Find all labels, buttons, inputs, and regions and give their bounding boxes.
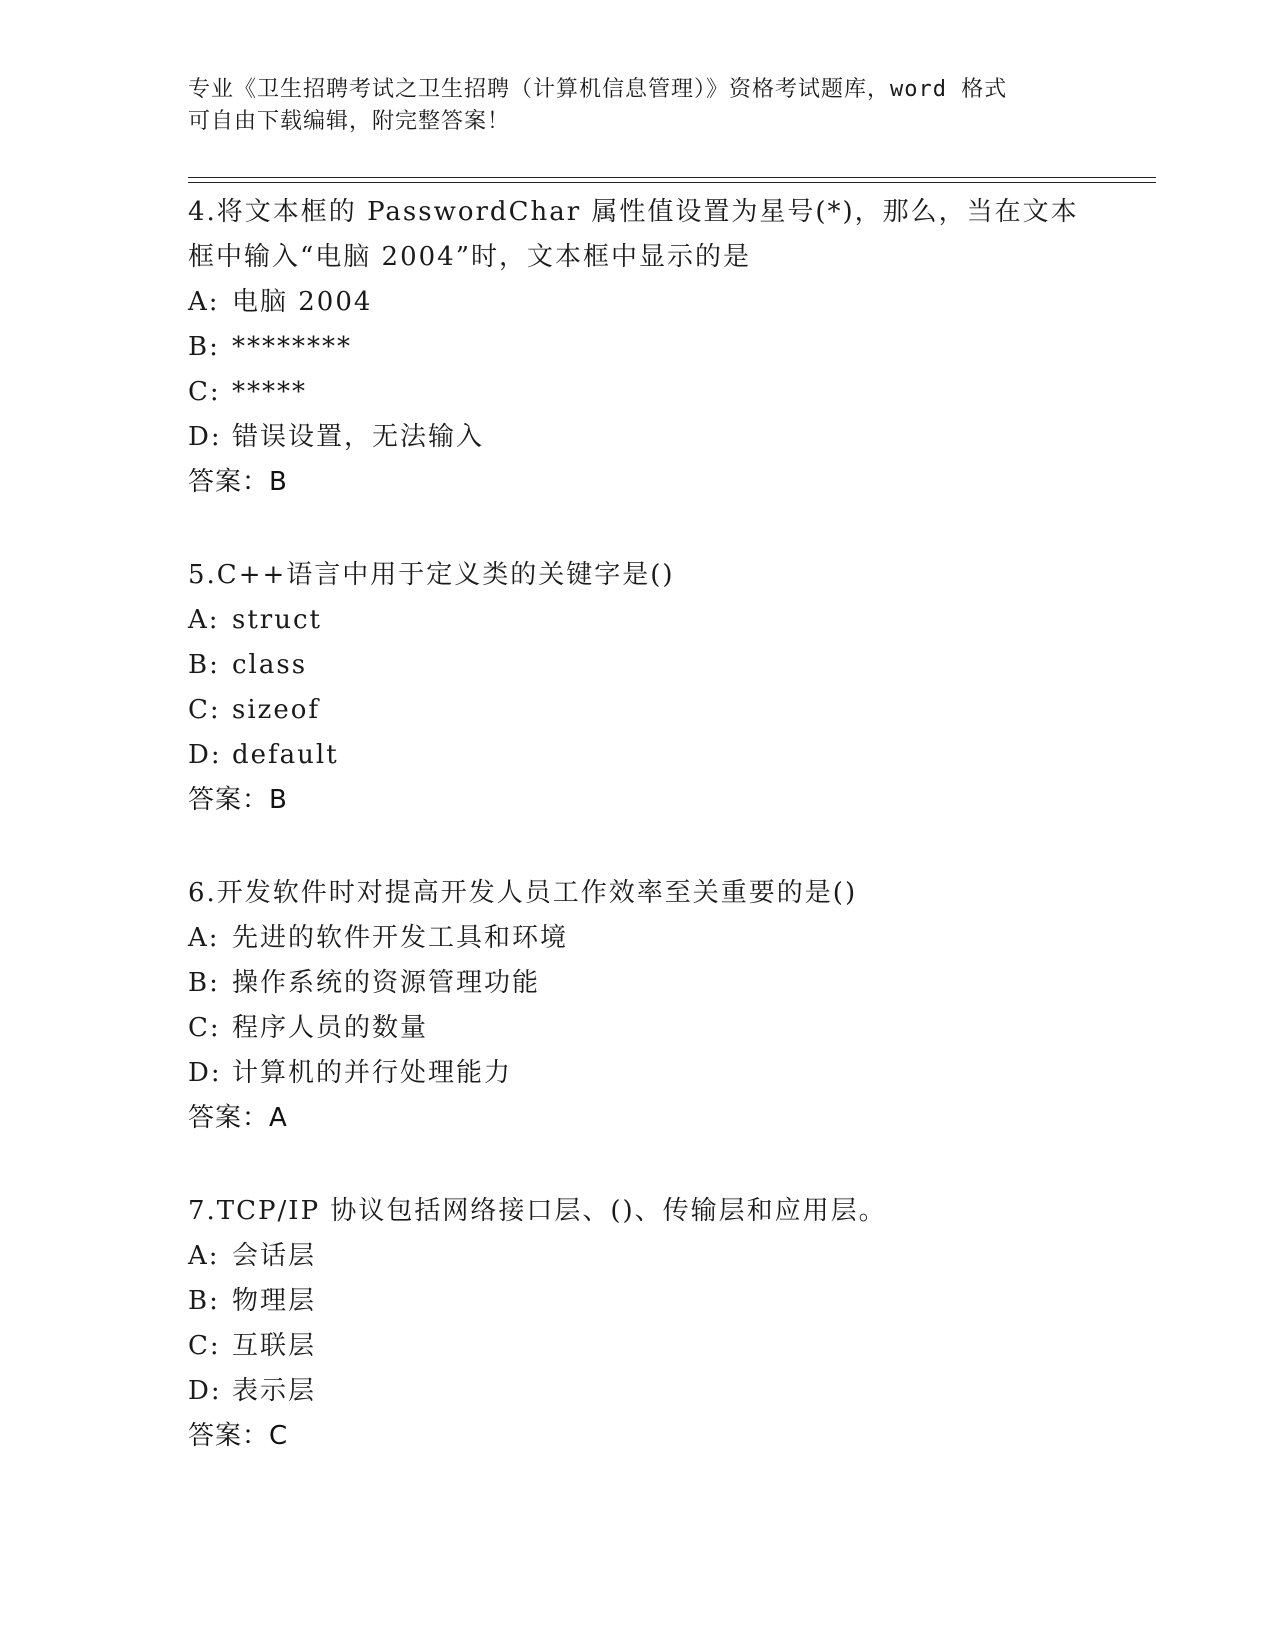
option-key: D:	[188, 422, 222, 452]
option-key: C:	[188, 1331, 221, 1361]
option-a	[188, 916, 1088, 961]
question-5	[188, 553, 1088, 823]
option-text: 计算机的并行处理能力	[232, 1058, 513, 1088]
option-key: D:	[188, 1058, 222, 1088]
option-key: C:	[188, 377, 221, 407]
option-key: C:	[188, 1013, 221, 1043]
option-c	[188, 1324, 1088, 1369]
question-stem	[188, 553, 1088, 598]
option-text: struct	[232, 605, 322, 635]
question-stem-line-1: 5.C++语言中用于定义类的关键字是()	[188, 560, 675, 590]
question-7	[188, 1189, 1088, 1459]
header-line-1: 专业《卫生招聘考试之卫生招聘（计算机信息管理）》资格考试题库，word 格式	[188, 77, 1008, 102]
option-text: 表示层	[232, 1376, 317, 1406]
option-text: 操作系统的资源管理功能	[232, 968, 541, 998]
option-key: A:	[188, 1241, 220, 1271]
answer-label: 答案：C	[188, 1421, 289, 1451]
question-4	[188, 190, 1088, 505]
question-stem-line-2: 框中输入“电脑 2004”时，文本框中显示的是	[188, 242, 752, 272]
question-stem-line-1: 4.将文本框的 PasswordChar 属性值设置为星号(*)，那么，当在文本	[188, 197, 1079, 227]
option-text: class	[232, 650, 308, 680]
option-key: A:	[188, 923, 220, 953]
option-b	[188, 643, 1088, 688]
header-divider-top	[188, 177, 1156, 178]
answer-label: 答案：B	[188, 785, 288, 815]
option-text: 先进的软件开发工具和环境	[232, 923, 569, 953]
document-header	[188, 74, 1068, 138]
option-key: B:	[188, 650, 220, 680]
option-b	[188, 961, 1088, 1006]
option-key: B:	[188, 332, 220, 362]
option-c	[188, 688, 1088, 733]
option-text: 程序人员的数量	[232, 1013, 429, 1043]
option-a	[188, 280, 1088, 325]
question-stem	[188, 1189, 1088, 1234]
header-divider-bottom	[188, 182, 1156, 183]
option-text: 电脑 2004	[232, 287, 373, 317]
option-key: D:	[188, 740, 222, 770]
option-key: A:	[188, 605, 220, 635]
option-a	[188, 598, 1088, 643]
option-text: 物理层	[232, 1286, 317, 1316]
answer-label: 答案：A	[188, 1103, 288, 1133]
option-key: B:	[188, 1286, 220, 1316]
question-stem	[188, 871, 1088, 916]
option-d	[188, 1051, 1088, 1096]
question-stem-line-1: 7.TCP/IP 协议包括网络接口层、()、传输层和应用层。	[188, 1196, 887, 1226]
option-a	[188, 1234, 1088, 1279]
option-text: 错误设置，无法输入	[232, 422, 485, 452]
option-key: B:	[188, 968, 220, 998]
option-b	[188, 1279, 1088, 1324]
option-key: A:	[188, 287, 220, 317]
option-text: 会话层	[232, 1241, 317, 1271]
question-6	[188, 871, 1088, 1141]
answer-label: 答案：B	[188, 467, 288, 497]
option-text: 互联层	[232, 1331, 317, 1361]
option-c	[188, 1006, 1088, 1051]
option-key: C:	[188, 695, 221, 725]
question-list	[188, 190, 1088, 1507]
option-b	[188, 325, 1088, 370]
header-line-2: 可自由下载编辑，附完整答案！	[188, 109, 511, 134]
question-stem	[188, 190, 1088, 280]
question-stem-line-1: 6.开发软件时对提高开发人员工作效率至关重要的是()	[188, 878, 858, 908]
option-d	[188, 733, 1088, 778]
option-d	[188, 415, 1088, 460]
option-key: D:	[188, 1376, 222, 1406]
option-d	[188, 1369, 1088, 1414]
option-text: default	[232, 740, 339, 770]
option-text: ********	[232, 332, 352, 362]
option-c	[188, 370, 1088, 415]
option-text: *****	[232, 377, 307, 407]
option-text: sizeof	[232, 695, 321, 725]
